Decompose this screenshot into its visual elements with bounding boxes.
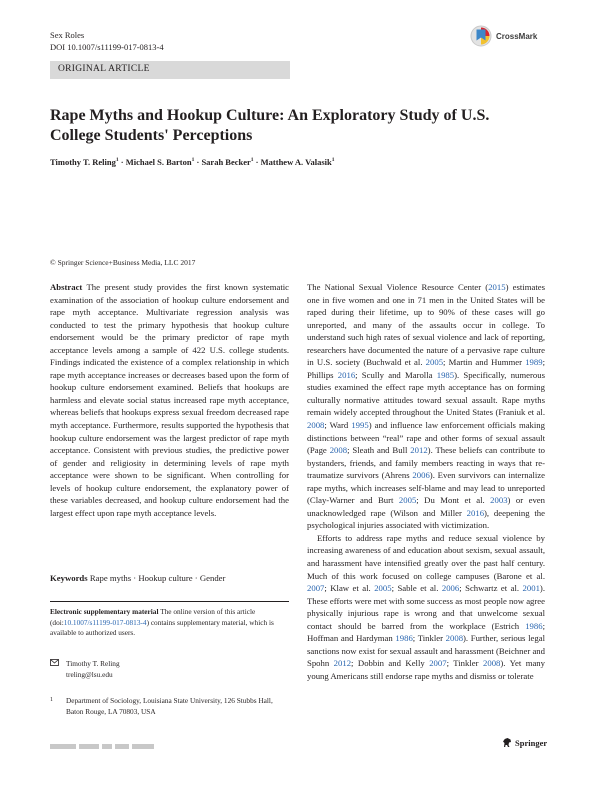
abstract-label: Abstract: [50, 282, 83, 292]
body-text-run: ) and influence law enforcement officials making distinctions between “real” rape and other forms of sexual assault (Page: [307, 420, 545, 456]
body-text-run: ; Hoffman and Hardyman: [307, 620, 545, 644]
author-affiliation-marker: 1: [115, 157, 119, 164]
title-line-1: Rape Myths and Hookup Culture: An Exploratory Study of U.S.: [50, 107, 490, 124]
citation-link[interactable]: 1986: [525, 620, 543, 631]
keywords-text: Rape myths · Hookup culture · Gender: [89, 573, 226, 583]
body-text-run: ; Scully and Marolla: [355, 369, 437, 380]
journal-name: Sex Roles: [50, 30, 85, 40]
author-list: [50, 157, 570, 167]
body-text-run: ; Sable et al.: [391, 583, 442, 594]
body-text-run: ; Du Mont et al.: [416, 495, 491, 506]
keywords-label: Keywords: [50, 573, 88, 583]
affiliation-text: Department of Sociology, Louisiana State University, 126 Stubbs Hall, Baton Rouge, LA 70803, USA: [66, 696, 273, 716]
citation-link[interactable]: 2008: [445, 633, 464, 644]
author-name: Michael S. Barton: [125, 157, 192, 167]
citation-link[interactable]: 2008: [329, 445, 348, 456]
contact-email[interactable]: treling@lsu.edu: [66, 670, 113, 679]
springer-logo: [502, 737, 547, 748]
citation-link[interactable]: 2016: [466, 507, 485, 518]
citation-link[interactable]: 2008: [307, 420, 325, 431]
keywords-section: [50, 573, 289, 583]
esm-text-before: The online version of this article (doi:: [50, 607, 256, 627]
body-text-run: ) estimates one in five women and one in 71 men in the United States will be raped during their lifetime, up to 90% of these cases will go unreported, and many of the assaults occur in college. To understand such high rates of sexual violence and lack of reporting, researchers have documented the nature of a pervasive rape culture in U.S. society (Buchwald et al.: [307, 282, 545, 368]
body-text-run: ). Further, serious legal sanctions now exist for sexual assault and harassment (Beichner and Spohn: [307, 633, 545, 669]
esm-note: [50, 607, 289, 639]
body-text-run: ). Even survivors can internalize rape myths, which increases self-blame and may lead to unreported (Clay-Warner and Burt: [307, 470, 546, 506]
body-text-run: Efforts to address rape myths and reduce sexual violence by increasing awareness of and education about sexism, sexual assault, and harassment have intensified greatly over the past half century. Much of this work focused on college campuses (Barone et al.: [307, 532, 545, 581]
body-paragraph-2: [307, 532, 545, 683]
article-type-label: ORIGINAL ARTICLE: [58, 64, 150, 74]
citation-link[interactable]: 2012: [333, 658, 352, 669]
citation-link[interactable]: 1985: [436, 369, 455, 380]
body-text-run: ; Schwartz et al.: [459, 583, 523, 594]
author-separator: ·: [253, 157, 261, 167]
citation-link[interactable]: 2008: [483, 658, 501, 669]
author-separator: ·: [194, 157, 202, 167]
body-text-run: ; Phillips: [307, 357, 545, 380]
citation-link[interactable]: 1989: [525, 357, 543, 368]
citation-link[interactable]: 2012: [410, 445, 428, 456]
author-separator: ·: [118, 157, 126, 167]
affiliation: [50, 695, 289, 717]
body-text-run: ; Dobbin and Kelly: [351, 658, 430, 669]
journal-doi: DOI 10.1007/s11199-017-0813-4: [50, 41, 164, 52]
title-line-2: College Students' Perceptions: [50, 126, 253, 144]
body-text-run: ; Klaw et al.: [324, 583, 375, 594]
crossmark-icon: [470, 25, 492, 47]
citation-link[interactable]: 2007: [429, 658, 447, 669]
body-text-run: ). These beliefs can contribute to bystanders, friends, and family members reacting in ways that re-traumatize survivors (Ahrens: [307, 445, 546, 481]
citation-link[interactable]: 2006: [412, 470, 430, 481]
body-paragraph-1: [307, 281, 545, 532]
esm-text-after: ) contains supplementary material, which is available to authorized users.: [50, 617, 274, 637]
body-text-run: ; Sleath and Bull: [347, 445, 411, 456]
corresponding-author: [50, 658, 289, 680]
body-text-run: ). Yet many young Americans still endorse rape myths and dismiss or tolerate: [307, 658, 545, 681]
journal-header: [50, 30, 164, 53]
body-text-run: ), deepening the psychological injuries associated with victimization.: [307, 507, 545, 531]
citation-link[interactable]: 1995: [351, 420, 369, 431]
body-text-run: ; Ward: [324, 420, 352, 431]
esm-doi-link[interactable]: 10.1007/s11199-017-0813-4: [63, 617, 147, 627]
article-title: [50, 106, 550, 145]
abstract-text: The present study provides the first known systematic examination of the association of hookup culture endorsement and rape myth acceptance. Multivariate regression analysis was conducted to test the primary hypothesis that hookup culture endorsement would be the primary predictor of rape myth acceptance levels among a sample of 422 U.S. college students. Findings indicated the existence of a complex relationship in which rape myth acceptance increases or decreases based upon the form of hookup culture endorsement examined. Beliefs that hookups are harmless and elevate social status increased rape myth acceptance, whereas beliefs that hookups express sexual freedom decreased rape myth acceptance. Furthermore, results supported the hypothesis that hookup culture endorsement was the largest predictor of rape myth acceptance. Consistent with previous studies, the predictive power of gender and religiosity in determining levels of rape myth acceptance were shown to be significant. When controlling for levels of hookup culture endorsement, the explanatory power of these variables decreased, and hookup culture endorsement had the largest effect upon rape myth acceptance levels.: [50, 282, 290, 518]
body-text-run: ) or even unacknowledged rape (Wilson and Miller: [307, 495, 545, 518]
esm-label: Electronic supplementary material: [50, 607, 159, 616]
citation-link[interactable]: 2007: [307, 583, 325, 594]
author-name: Sarah Becker: [201, 157, 251, 167]
citation-link[interactable]: 2005: [398, 495, 417, 506]
citation-link[interactable]: 2005: [425, 357, 444, 368]
affiliation-marker: 1: [50, 697, 54, 703]
article-type-ribbon: [50, 61, 290, 79]
abstract-section: [50, 281, 289, 519]
copyright-notice: © Springer Science+Business Media, LLC 2017: [50, 258, 196, 267]
citation-link[interactable]: 2001: [522, 583, 540, 594]
springer-horse-icon: [502, 737, 512, 748]
author-name: Matthew A. Valasik: [260, 157, 332, 167]
author-affiliation-marker: 1: [191, 157, 195, 164]
contact-name: Timothy T. Reling: [66, 659, 120, 668]
body-text: [307, 281, 545, 683]
body-text-run: ; Tinkler: [446, 658, 483, 669]
springer-label: Springer: [515, 737, 548, 748]
citation-link[interactable]: 2006: [441, 583, 460, 594]
citation-link[interactable]: 2005: [374, 583, 392, 594]
body-text-run: ; Martin and Hummer: [443, 357, 526, 368]
body-text-run: ; Tinkler: [412, 633, 446, 644]
body-text-run: The National Sexual Violence Resource Center (: [307, 282, 489, 292]
body-text-run: ). These efforts were met with some success as most people now agree physically injurious rape is wrong and that unwelcome sexual contact should be barred from the workplace (Estrich: [307, 583, 545, 631]
citation-link[interactable]: 2003: [490, 495, 508, 506]
body-text-run: ). Specifically, numerous studies examined the effect rape myth acceptance has on forming culturally normative attitudes toward sexual assault. Rape myths remain widely accepted throughout the United States (Franiuk et al.: [307, 369, 545, 418]
crossmark-badge[interactable]: [470, 25, 568, 47]
envelope-icon: [50, 658, 66, 669]
citation-link[interactable]: 1986: [395, 633, 413, 644]
citation-link[interactable]: 2015: [488, 282, 506, 292]
crossmark-label: CrossMark: [496, 31, 538, 41]
author-affiliation-marker: 1: [250, 157, 254, 164]
author-affiliation-marker: 1: [331, 157, 335, 164]
citation-link[interactable]: 2016: [337, 369, 356, 380]
published-online-mark: [50, 740, 160, 752]
author-name: Timothy T. Reling: [50, 157, 116, 167]
footnote-divider: [50, 601, 289, 602]
